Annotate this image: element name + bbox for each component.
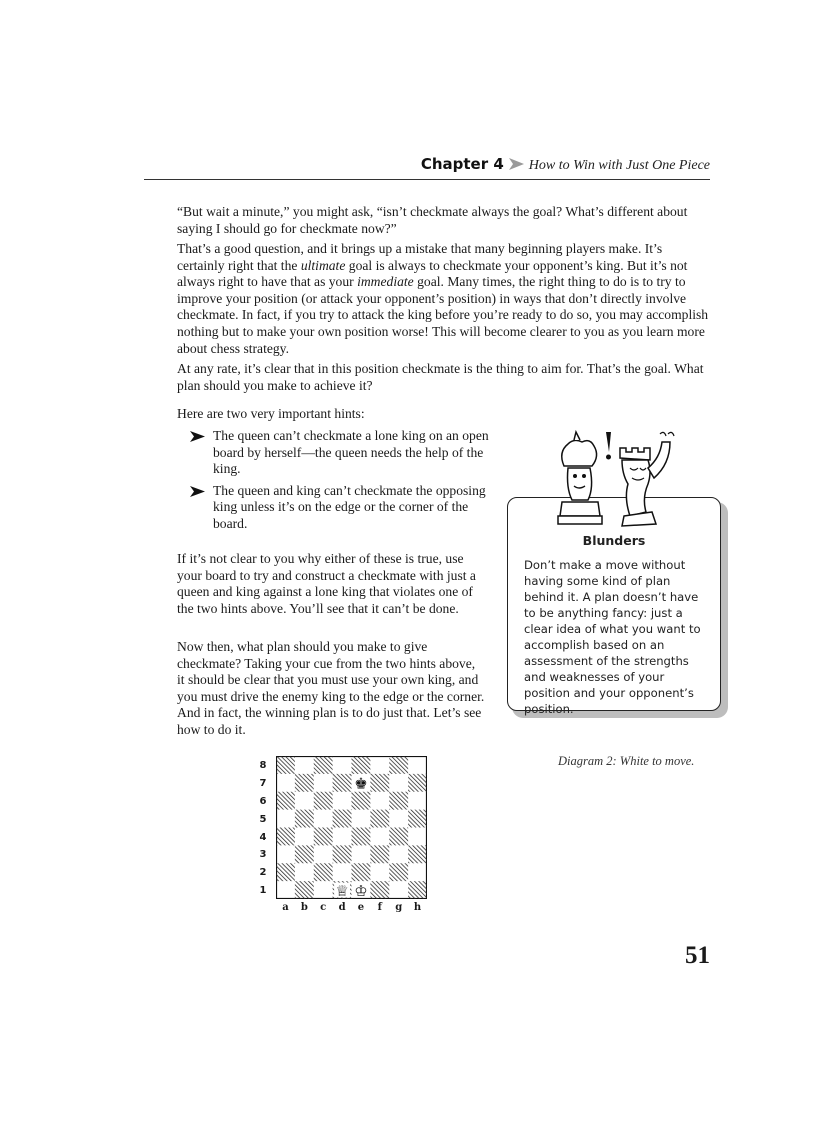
dark-square <box>352 756 371 774</box>
rank-label: 1 <box>259 885 267 897</box>
black-king-piece: ♚ <box>354 774 368 793</box>
hint-list <box>188 428 494 538</box>
dark-square <box>276 792 295 810</box>
file-label: d <box>338 902 346 913</box>
confused-chess-pieces-icon <box>548 428 680 528</box>
dark-square <box>370 881 389 899</box>
diagram-caption: Diagram 2: White to move. <box>558 754 695 768</box>
rank-label: 4 <box>259 831 267 843</box>
paragraph-1: “But wait a minute,” you might ask, “isn’t checkmate always the goal? What’s different about saying I should go for checkmate now?” <box>177 204 688 236</box>
file-label: g <box>395 902 403 913</box>
paragraph-6: Now then, what plan should you make to give checkmate? Taking your cue from the two hints above, it should be clear that you must use your own king, and you must drive the enemy king to the edge or the corner. And in fact, the winning plan is to do just that. Let’s see how to do it. <box>177 639 485 737</box>
white-king-piece: ♔ <box>354 881 368 899</box>
paragraph-2: That’s a good question, and it brings up a mistake that many beginning players make. It’s certainly right that the ultimate goal is always to checkmate your opponent’s king. But it’s not always right to have that as your immediate goal. Many times, the right thing to do is to try to improve your position (or attack your opponent’s position) in ways that don’t directly involve checkmate. In fact, if you try to attack the king before you’re ready to do so, you may accomplish nothing but to make your own position worse! This will become clearer to you as you learn more about chess strategy. <box>177 241 709 356</box>
dark-square <box>370 810 389 828</box>
dark-square <box>333 810 352 828</box>
dark-square <box>295 845 314 863</box>
header-divider <box>144 179 710 180</box>
dark-square <box>276 756 295 774</box>
rank-label: 6 <box>259 795 267 807</box>
paragraph-5: If it’s not clear to you why either of these is true, use your board to try and construct a checkmate with just a queen and king against a lone king that violates one of the two hints above. You’ll see that it can’t be done. <box>177 551 476 616</box>
dark-square <box>389 756 408 774</box>
dark-square <box>408 845 427 863</box>
dark-square <box>408 810 427 828</box>
dark-square <box>352 863 371 881</box>
dark-square <box>276 828 295 846</box>
page-number: 51 <box>685 942 710 969</box>
rank-label: 2 <box>259 867 267 879</box>
chess-board <box>276 756 427 899</box>
sidebar-title: Blunders <box>582 533 646 548</box>
dark-square <box>314 863 333 881</box>
dark-square <box>389 828 408 846</box>
dark-square <box>333 774 352 792</box>
file-label: a <box>282 902 289 913</box>
dark-square <box>389 792 408 810</box>
rank-label: 7 <box>259 777 267 789</box>
arrow-right-icon <box>509 158 524 170</box>
file-label: f <box>377 902 382 913</box>
chapter-label: Chapter 4 <box>420 155 504 173</box>
dark-square <box>408 774 427 792</box>
emphasis-ultimate: ultimate <box>300 257 346 273</box>
chapter-title: How to Win with Just One Piece <box>528 158 710 173</box>
file-label: b <box>300 902 308 913</box>
dark-square <box>295 774 314 792</box>
list-item: The queen can’t checkmate a lone king on an open board by herself—the queen needs the help of the king. <box>188 428 494 478</box>
dark-square <box>352 792 371 810</box>
rank-label: 8 <box>259 760 267 771</box>
dark-square <box>295 881 314 899</box>
file-label: h <box>413 902 422 913</box>
dark-square <box>408 881 427 899</box>
running-header <box>144 154 710 178</box>
arrow-bullet-icon <box>190 486 205 497</box>
dark-square <box>333 845 352 863</box>
file-label: e <box>357 902 365 913</box>
dark-square <box>389 863 408 881</box>
paragraph-4: Here are two very important hints: <box>177 406 365 421</box>
arrow-bullet-icon <box>190 431 205 442</box>
rank-label: 3 <box>259 849 267 861</box>
emphasis-immediate: immediate <box>357 274 414 290</box>
white-queen-piece: ♕ <box>335 881 349 899</box>
dark-square <box>314 756 333 774</box>
dark-square <box>314 828 333 846</box>
rank-labels <box>256 757 270 900</box>
file-labels <box>276 902 427 913</box>
dark-square <box>352 828 371 846</box>
dark-square <box>295 810 314 828</box>
dark-square <box>370 774 389 792</box>
file-label: c <box>320 902 327 913</box>
paragraph-3: At any rate, it’s clear that in this position checkmate is the thing to aim for. That’s the goal. What plan should you make to achieve it? <box>177 361 704 393</box>
dark-square <box>314 792 333 810</box>
rank-label: 5 <box>259 813 267 825</box>
list-item: The queen and king can’t checkmate the opposing king unless it’s on the edge or the corner of the board. <box>188 483 494 533</box>
dark-square <box>276 863 295 881</box>
sidebar-body: Don’t make a move without having some kind of plan behind it. A plan doesn’t have to be anything fancy: just a clear idea of what you want to accomplish based on an assessment of the strengths and weaknesses of your position and your opponent’s position. <box>524 558 701 716</box>
dark-square <box>370 845 389 863</box>
